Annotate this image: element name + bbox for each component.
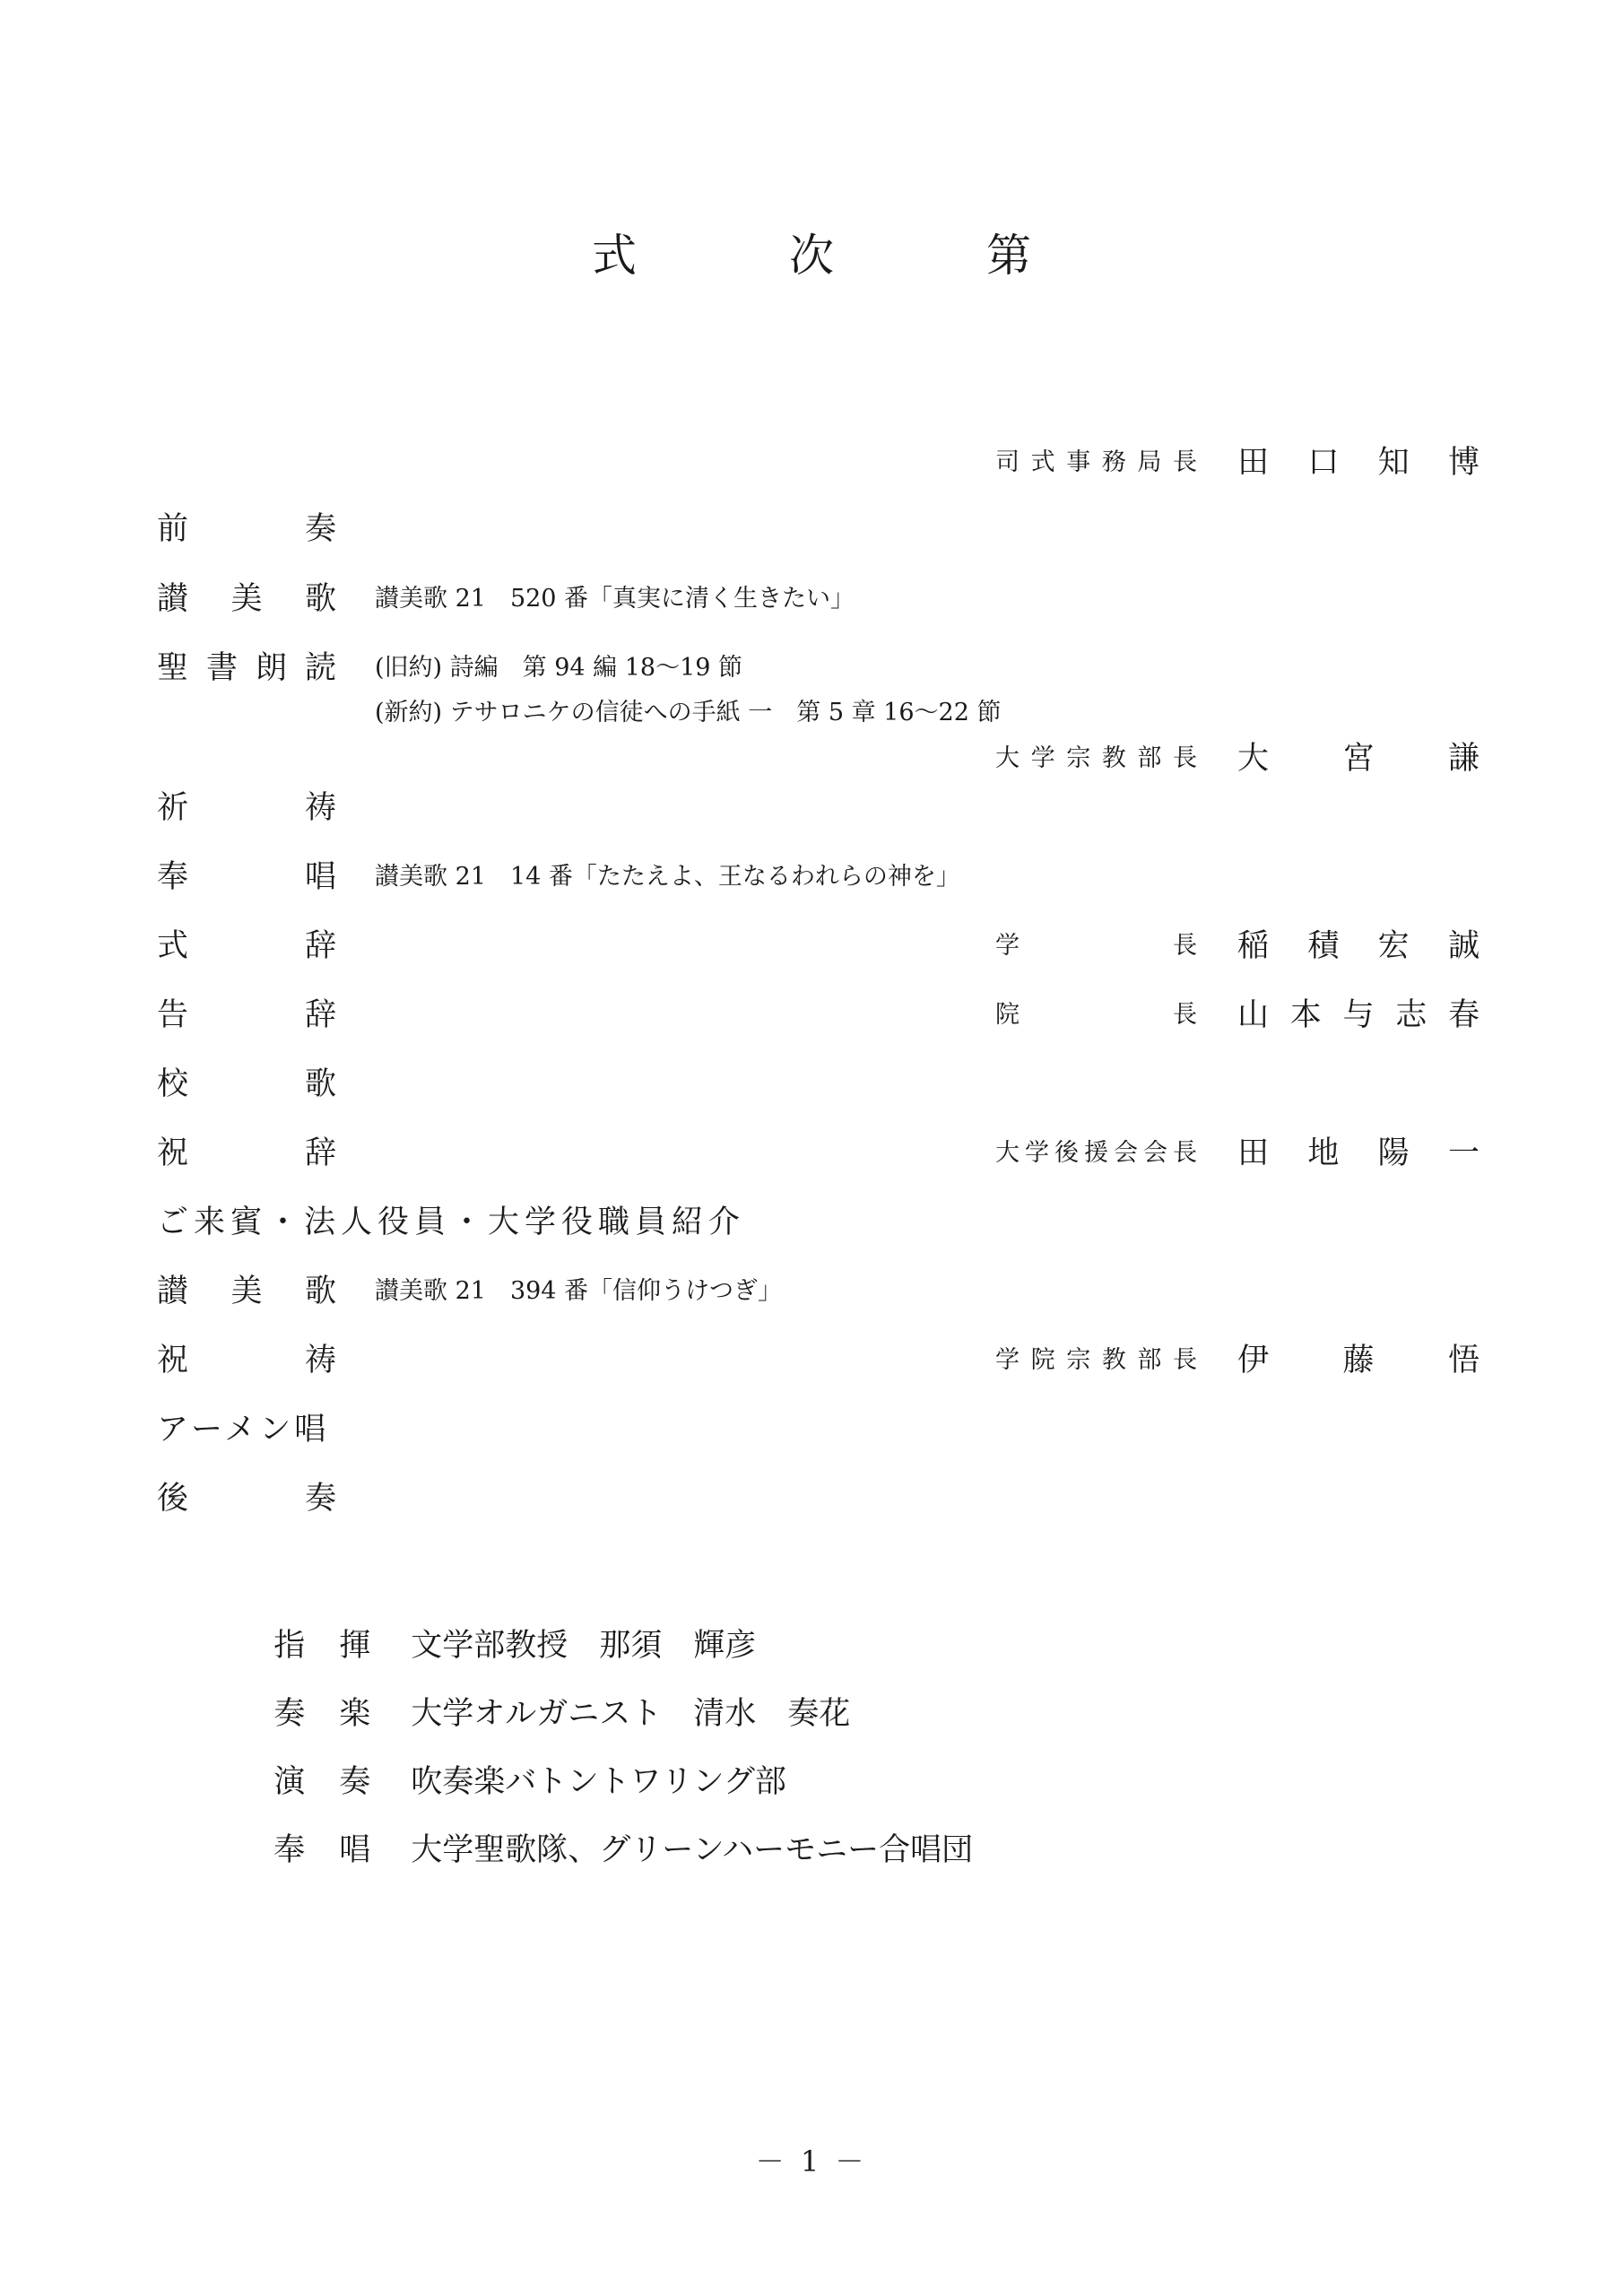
officiant-name: 田 口 知 博	[1237, 445, 1480, 481]
program-label: 奉 唱	[157, 859, 336, 895]
program-detail: 讃美歌 21 14 番「たたえよ、王なるわれらの神を」	[375, 863, 960, 891]
program-label: 讃 美 歌	[157, 581, 336, 617]
program-item	[0, 577, 1623, 622]
program-role: 大 学 後 援 会 会 長	[995, 1139, 1197, 1167]
program-label: 聖 書 朗 読	[157, 650, 336, 686]
program-item	[0, 855, 1623, 900]
program-label: 祝 祷	[157, 1343, 336, 1378]
program-detail: 讃美歌 21 520 番「真実に清く生きたい」	[375, 585, 855, 613]
page-title: 式 次 第	[592, 230, 1085, 282]
staff-role: 演 奏	[273, 1764, 371, 1800]
program-role: 学 院 宗 教 部 長	[995, 1346, 1197, 1374]
program-person: 山 本 与 志 春	[1237, 997, 1480, 1033]
staff-name: 吹奏楽バトントワリング部	[411, 1764, 786, 1800]
program-person: 大 宮 謙	[1237, 741, 1480, 777]
staff-row	[254, 1783, 973, 1873]
program-label: 後 奏	[157, 1481, 336, 1517]
program-person: 稲 積 宏 誠	[1237, 928, 1480, 964]
officiant-role: 司 式 事 務 局 長	[995, 448, 1197, 476]
program-detail: (旧約) 詩編 第 94 編 18～19 節	[375, 654, 743, 682]
program-label: 祝 辞	[157, 1135, 336, 1171]
program-role: 大 学 宗 教 部 長	[995, 744, 1197, 772]
staff-role: 奉 唱	[273, 1832, 371, 1868]
page-number: － 1 －	[755, 2144, 868, 2179]
program-label: アーメン唱	[157, 1412, 330, 1448]
staff-role: 奏 楽	[273, 1696, 371, 1732]
program-label: 式 辞	[157, 928, 336, 964]
staff-name: 大学聖歌隊、グリーンハーモニー合唱団	[411, 1832, 974, 1868]
program-item	[0, 993, 1623, 1038]
program-role: 院 長	[995, 1001, 1197, 1029]
staff-name: 文学部教授 那須 輝彦	[411, 1628, 757, 1664]
program-label: 校 歌	[157, 1066, 336, 1102]
staff-role: 指 揮	[273, 1628, 371, 1664]
program-label: 讃 美 歌	[157, 1274, 336, 1309]
program-item	[0, 507, 1623, 552]
program-item	[0, 1131, 1623, 1176]
program-label: 前 奏	[157, 511, 336, 547]
program-detail-2: (新約) テサロニケの信徒への手紙 一 第 5 章 16～22 節	[375, 699, 1002, 726]
program-item	[0, 786, 1623, 831]
program-label: ご来賓・法人役員・大学役職員紹介	[157, 1205, 746, 1240]
program-item	[0, 924, 1623, 969]
program-person: 伊 藤 悟	[1237, 1343, 1480, 1378]
program-item	[0, 1407, 1623, 1452]
program-item	[0, 1200, 1623, 1245]
program-item	[0, 1476, 1623, 1521]
program-item	[0, 1269, 1623, 1314]
program-person: 田 地 陽 一	[1237, 1135, 1480, 1171]
program-label: 告 辞	[157, 997, 336, 1033]
program-label: 祈 祷	[157, 790, 336, 826]
program-item	[0, 1062, 1623, 1107]
program-item	[0, 1338, 1623, 1383]
program-role: 学 長	[995, 932, 1197, 960]
program-detail: 讃美歌 21 394 番「信仰うけつぎ」	[375, 1277, 783, 1305]
staff-name: 大学オルガニスト 清水 奏花	[411, 1696, 851, 1732]
